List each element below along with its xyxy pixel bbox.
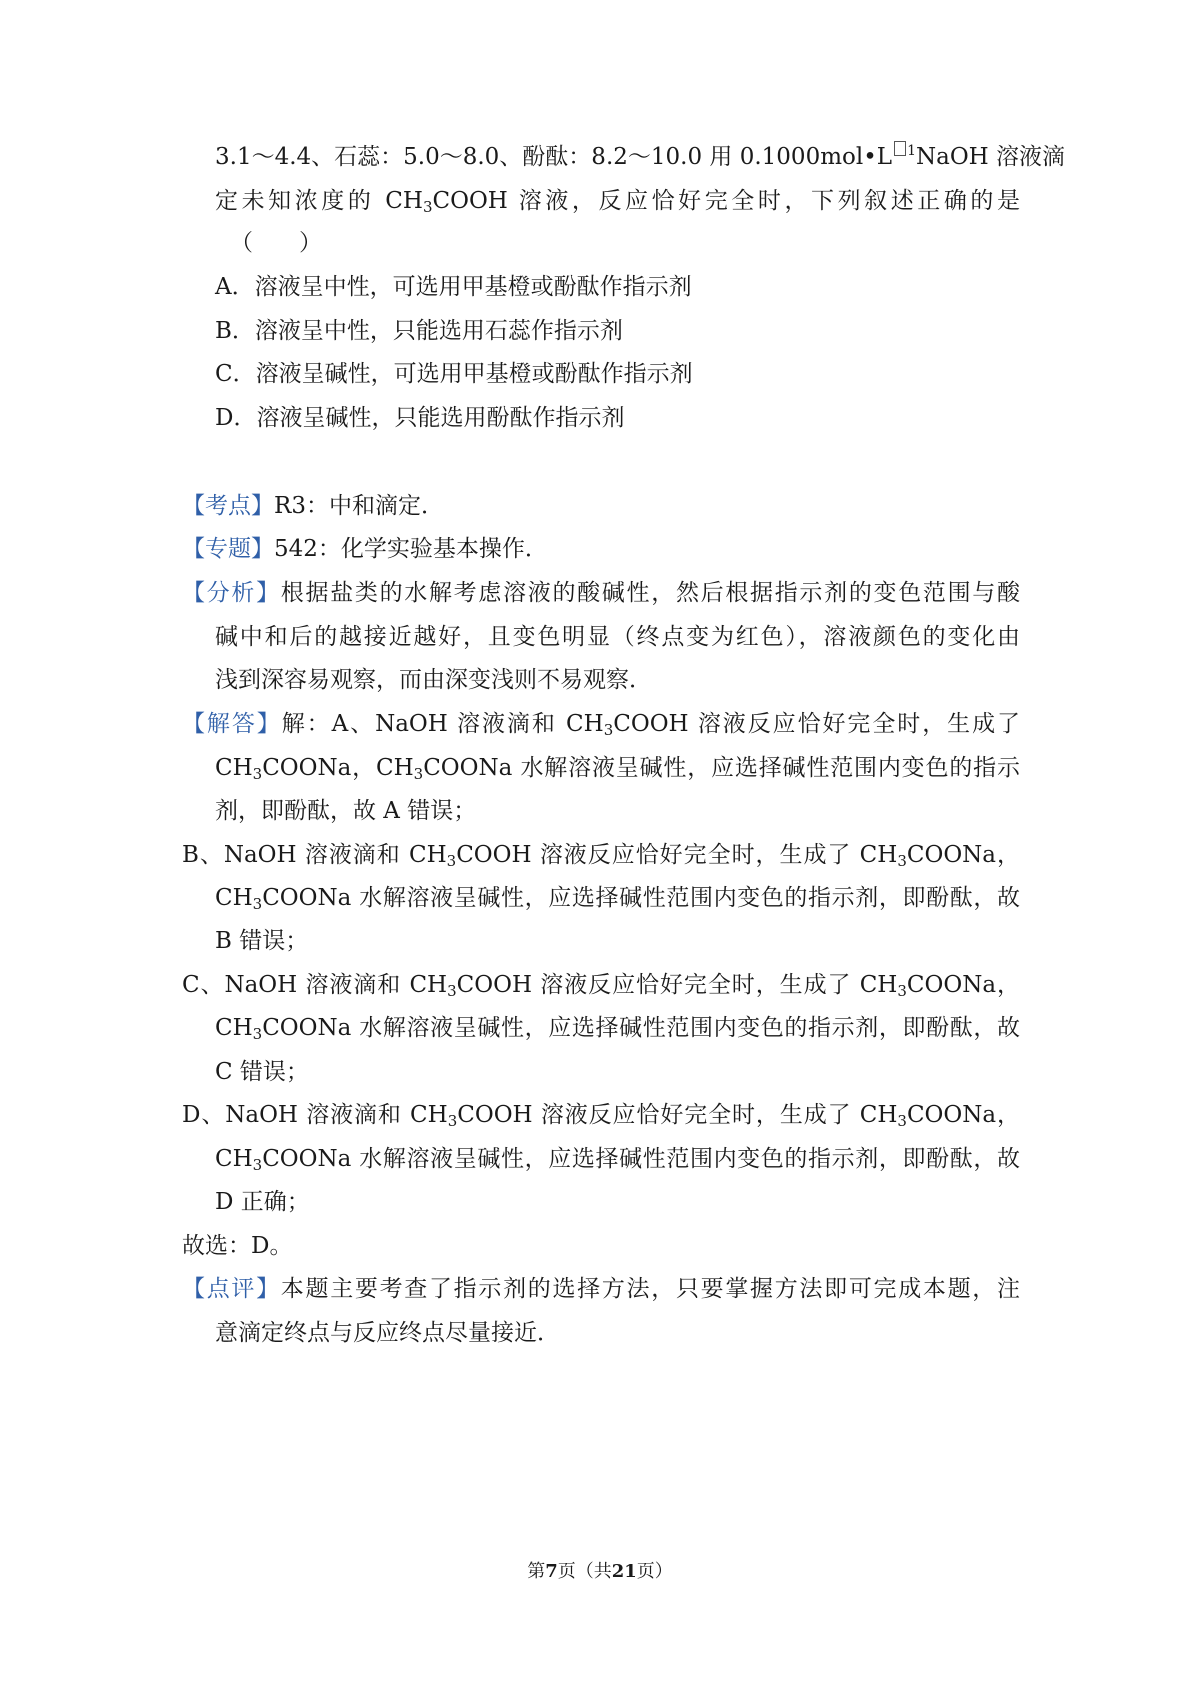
fenxi-tag: 【分析】 [182,580,281,606]
part-b-line-3: B 错误； [215,928,309,954]
option-b: B．溶液呈中性，只能选用石蕊作指示剂 [215,318,623,344]
option-d: D．溶液呈碱性，只能选用酚酞作指示剂 [215,405,625,431]
total-page-count: 21 [611,1561,637,1582]
part-d-line-1: D、NaOH 溶液滴和 $CH_3COOH$ 溶液反应恰好完全时，生成了 $CH_3COONa$， [182,1102,1020,1130]
part-d-line-2: $CH_3COONa$ 水解溶液呈碱性，应选择碱性范围内变色的指示剂，即酚酞，故 [215,1146,1020,1174]
part-c-line-3: C 错误； [215,1059,309,1085]
page-footer: 第7页（共21页） [527,1561,673,1582]
jieda-line-1: 【解答】解：A、NaOH 溶液滴和 $CH_3COOH$ 溶液反应恰好完全时，生成了 [182,711,1021,739]
missing-glyph-box [894,141,906,156]
kaodian-tag: 【考点】 [182,493,274,519]
zhuanti-tag: 【专题】 [182,536,274,562]
question-line-1: 3.1～4.4、石蕊：5.0～8.0、酚酞：8.2～10.0 用 0.1000mol•L $^1$NaOH 溶液滴 [215,143,1066,170]
part-d-line-3: D 正确； [215,1189,310,1215]
part-c-line-1: C、NaOH 溶液滴和 $CH_3COOH$ 溶液反应恰好完全时，生成了 $CH_3COONa$， [182,972,1020,1000]
fenxi-line-3: 浅到深容易观察，而由深变浅则不易观察． [215,667,652,693]
jieda-line-3: 剂，即酚酞，故 A 错误； [215,798,477,824]
current-page-number: 7 [545,1561,558,1582]
fenxi-line-1: 【分析】根据盐类的水解考虑溶液的酸碱性，然后根据指示剂的变色范围与酸 [182,580,1021,606]
part-b-line-2: $CH_3COONa$ 水解溶液呈碱性，应选择碱性范围内变色的指示剂，即酚酞，故 [215,885,1020,913]
jieda-tag: 【解答】 [182,711,282,737]
dianping-line-2: 意滴定终点与反应终点尽量接近． [215,1320,560,1346]
question-line-2: 定未知浓度的 $CH_3COOH$ 溶液，反应恰好完全时，下列叙述正确的是 [215,188,1020,216]
option-a: A．溶液呈中性，可选用甲基橙或酚酞作指示剂 [215,274,692,300]
question-answer-blank: （ ） [230,230,322,256]
dianping-tag: 【点评】 [182,1276,281,1302]
option-c: C．溶液呈碱性，可选用甲基橙或酚酞作指示剂 [215,361,693,387]
jieda-line-2: $CH_3COONa$，$CH_3COONa$ 水解溶液呈碱性，应选择碱性范围内变色的指示 [215,755,1020,783]
part-c-line-2: $CH_3COONa$ 水解溶液呈碱性，应选择碱性范围内变色的指示剂，即酚酞，故 [215,1015,1020,1043]
final-answer: 故选：D。 [182,1233,293,1259]
dianping-line-1: 【点评】本题主要考查了指示剂的选择方法，只要掌握方法即可完成本题，注 [182,1276,1021,1302]
part-b-line-1: B、NaOH 溶液滴和 $CH_3COOH$ 溶液反应恰好完全时，生成了 $CH_3COONa$， [182,842,1020,870]
zhuanti-section: 【专题】542：化学实验基本操作． [182,536,548,562]
fenxi-line-2: 碱中和后的越接近越好，且变色明显（终点变为红色），溶液颜色的变化由 [215,624,1020,650]
kaodian-section: 【考点】R3：中和滴定． [182,493,444,519]
